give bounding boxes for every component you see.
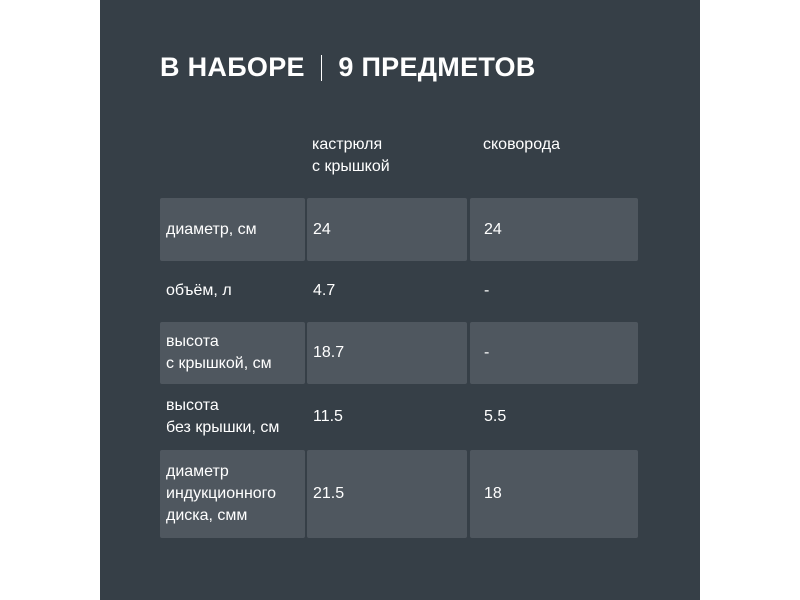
pot-value: 11.5 xyxy=(313,408,343,425)
row-label: высота с крышкой, см xyxy=(160,322,305,384)
item-count-label: 9 ПРЕДМЕТОВ xyxy=(338,52,536,82)
spec-row-height-without-lid xyxy=(160,386,638,448)
spec-row-induction-disc xyxy=(160,450,638,538)
row-label: диаметр индукционного диска, смм xyxy=(160,450,305,538)
spec-row-height-with-lid xyxy=(160,322,638,384)
spec-row-diameter xyxy=(160,198,638,261)
pot-value: 21.5 xyxy=(307,450,467,538)
spec-row-volume xyxy=(160,262,638,320)
pan-value: - xyxy=(484,282,490,299)
pot-value: 18.7 xyxy=(307,322,467,384)
pan-value: 18 xyxy=(470,450,638,538)
pan-value: 5.5 xyxy=(484,408,507,425)
pot-value: 4.7 xyxy=(313,282,336,299)
set-title-label: В НАБОРЕ xyxy=(160,52,305,82)
column-header-pot: кастрюля с крышкой xyxy=(312,136,390,175)
title-divider xyxy=(321,55,323,81)
set-title xyxy=(160,52,536,83)
pan-value: - xyxy=(470,322,638,384)
row-label: высота без крышки, см xyxy=(166,397,280,436)
column-header-pan: сковорода xyxy=(483,136,560,153)
pan-value: 24 xyxy=(470,198,638,261)
pot-value: 24 xyxy=(307,198,467,261)
row-label: объём, л xyxy=(166,282,232,299)
product-spec-card xyxy=(100,0,700,600)
row-label: диаметр, см xyxy=(160,198,305,261)
